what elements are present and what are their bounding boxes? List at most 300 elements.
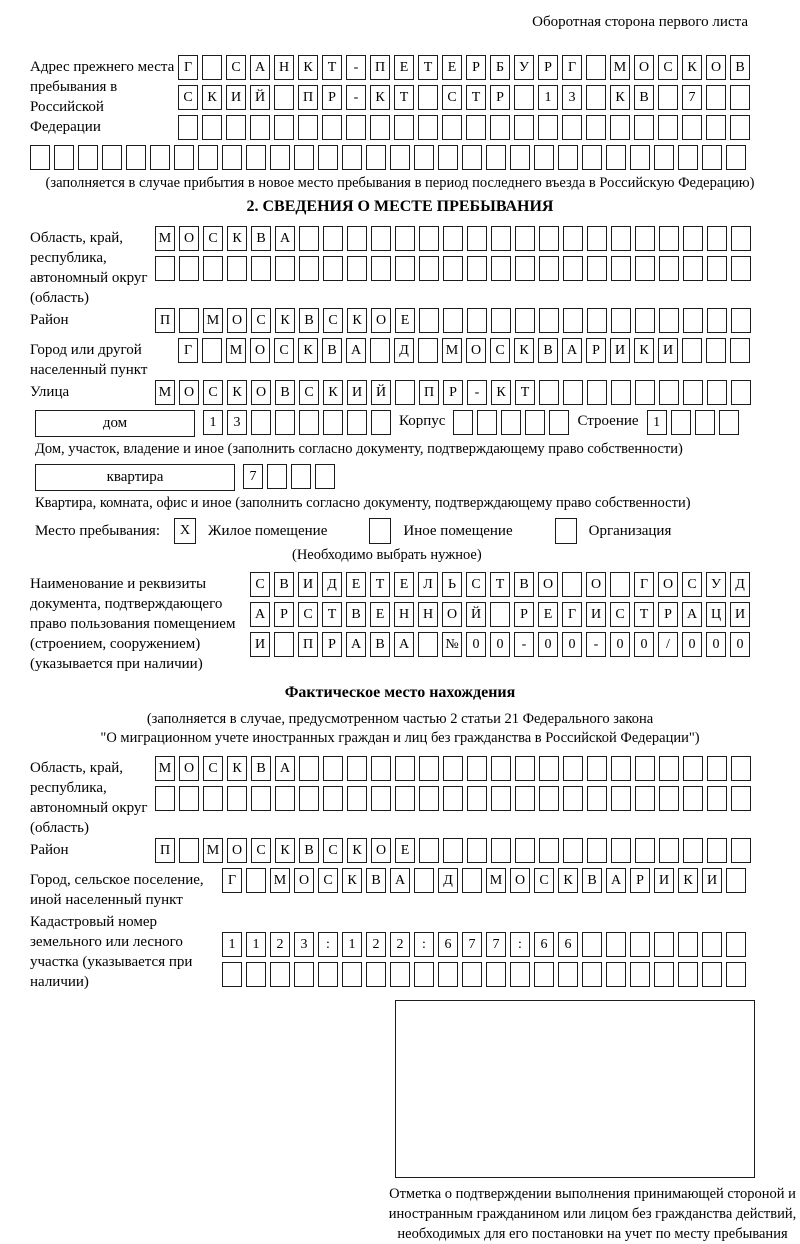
char-box <box>246 868 266 893</box>
char-box <box>78 145 98 170</box>
char-box: И <box>654 868 674 893</box>
char-box: № <box>442 632 462 657</box>
char-box: О <box>179 756 199 781</box>
char-box <box>419 308 439 333</box>
char-box <box>251 256 271 281</box>
char-box <box>251 410 271 435</box>
char-box <box>611 756 631 781</box>
char-box <box>563 308 583 333</box>
char-box: Т <box>515 380 535 405</box>
char-box: В <box>730 55 750 80</box>
char-box <box>586 115 606 140</box>
char-box: С <box>250 572 270 597</box>
char-box: 6 <box>438 932 458 957</box>
char-box <box>270 145 290 170</box>
char-box: А <box>275 226 295 251</box>
char-box <box>558 962 578 987</box>
char-box <box>731 756 751 781</box>
char-box: 0 <box>562 632 582 657</box>
char-box: Е <box>538 602 558 627</box>
char-box <box>610 115 630 140</box>
char-box <box>414 145 434 170</box>
district-row <box>155 308 751 333</box>
char-box: Т <box>322 602 342 627</box>
char-box <box>467 756 487 781</box>
char-box: Т <box>322 55 342 80</box>
char-box <box>702 932 722 957</box>
char-box: К <box>558 868 578 893</box>
char-box: С <box>534 868 554 893</box>
char-box: Й <box>466 602 486 627</box>
char-box <box>514 115 534 140</box>
char-box <box>706 115 726 140</box>
char-box: И <box>730 602 750 627</box>
city-section <box>30 338 770 380</box>
char-box <box>370 115 390 140</box>
apartment-type-box: квартира <box>35 464 235 491</box>
char-box <box>534 962 554 987</box>
char-box: Г <box>178 338 198 363</box>
char-box <box>606 145 626 170</box>
char-box: П <box>419 380 439 405</box>
char-box: 0 <box>610 632 630 657</box>
char-box <box>477 410 497 435</box>
char-box: В <box>514 572 534 597</box>
char-box <box>323 226 343 251</box>
char-box: Р <box>466 55 486 80</box>
stroenie-row <box>647 410 739 435</box>
char-box <box>299 786 319 811</box>
char-box <box>683 786 703 811</box>
char-box <box>443 308 463 333</box>
char-box <box>515 256 535 281</box>
char-box <box>179 786 199 811</box>
prev-address-row-2 <box>178 85 770 110</box>
char-box <box>370 338 390 363</box>
char-box <box>418 85 438 110</box>
char-box: В <box>366 868 386 893</box>
district-label: Район <box>30 312 69 328</box>
char-box <box>730 338 750 363</box>
char-box <box>227 786 247 811</box>
char-box <box>467 256 487 281</box>
document-section <box>30 572 770 674</box>
char-box <box>525 410 545 435</box>
char-box <box>659 256 679 281</box>
char-box <box>467 786 487 811</box>
char-box <box>179 838 199 863</box>
char-box: И <box>610 338 630 363</box>
char-box <box>342 145 362 170</box>
char-box <box>419 786 439 811</box>
char-box <box>702 962 722 987</box>
char-box: 2 <box>366 932 386 957</box>
char-box: А <box>394 632 414 657</box>
char-box <box>443 838 463 863</box>
char-box <box>682 115 702 140</box>
char-box <box>418 338 438 363</box>
char-box <box>659 786 679 811</box>
char-box: С <box>610 602 630 627</box>
char-box: П <box>155 838 175 863</box>
char-box <box>155 256 175 281</box>
char-box <box>587 838 607 863</box>
char-box: К <box>275 308 295 333</box>
char-box: Е <box>346 572 366 597</box>
char-box <box>562 115 582 140</box>
char-box: : <box>414 932 434 957</box>
char-box: - <box>586 632 606 657</box>
char-box <box>610 572 630 597</box>
char-box <box>323 756 343 781</box>
char-box <box>443 226 463 251</box>
char-box: В <box>538 338 558 363</box>
char-box: А <box>606 868 626 893</box>
char-box: В <box>322 338 342 363</box>
char-box <box>707 226 727 251</box>
char-box: К <box>227 226 247 251</box>
char-box: Е <box>395 308 415 333</box>
char-box: 7 <box>682 85 702 110</box>
char-box: 3 <box>562 85 582 110</box>
char-box: С <box>251 838 271 863</box>
char-box <box>395 756 415 781</box>
char-box <box>299 256 319 281</box>
char-box: О <box>294 868 314 893</box>
char-box: У <box>706 572 726 597</box>
char-box <box>203 256 223 281</box>
document-row-3 <box>250 632 770 657</box>
char-box <box>635 786 655 811</box>
char-box <box>635 838 655 863</box>
char-box: М <box>203 838 223 863</box>
char-box <box>719 410 739 435</box>
stamp-caption: Отметка о подтверждении выполнения принимающей стороной и иностранным гражданином или лицом без гражданства действий, необходимых для его постановки на учет по месту пребывания <box>388 1186 797 1242</box>
char-box <box>501 410 521 435</box>
char-box <box>707 380 727 405</box>
char-box: 7 <box>462 932 482 957</box>
char-box: 2 <box>270 932 290 957</box>
char-box <box>395 226 415 251</box>
char-box <box>491 226 511 251</box>
house-section <box>35 410 770 440</box>
char-box: Р <box>322 85 342 110</box>
char-box: О <box>442 602 462 627</box>
char-box <box>226 115 246 140</box>
char-box: Р <box>490 85 510 110</box>
char-box <box>510 145 530 170</box>
char-box: М <box>155 756 175 781</box>
char-box: Т <box>634 602 654 627</box>
house-caption: Дом, участок, владение и иное (заполнить согласно документу, подтверждающему право собственности) <box>35 441 683 457</box>
char-box <box>611 308 631 333</box>
char-box <box>346 115 366 140</box>
char-box: К <box>370 85 390 110</box>
actual-location-note <box>30 710 770 748</box>
char-box: 0 <box>730 632 750 657</box>
char-box: О <box>466 338 486 363</box>
char-box <box>726 868 746 893</box>
char-box: А <box>562 338 582 363</box>
district-section <box>30 308 770 338</box>
char-box: О <box>586 572 606 597</box>
char-box <box>515 756 535 781</box>
char-box <box>323 410 343 435</box>
char-box <box>587 226 607 251</box>
actual-district-label: Район <box>30 842 69 858</box>
char-box <box>635 226 655 251</box>
char-box <box>275 786 295 811</box>
char-box <box>371 756 391 781</box>
section2-title: 2. СВЕДЕНИЯ О МЕСТЕ ПРЕБЫВАНИЯ <box>246 198 554 215</box>
char-box <box>322 115 342 140</box>
char-box <box>683 256 703 281</box>
char-box <box>731 786 751 811</box>
char-box: С <box>298 602 318 627</box>
char-box <box>582 932 602 957</box>
char-box <box>222 145 242 170</box>
char-box <box>453 410 473 435</box>
char-box: 0 <box>706 632 726 657</box>
char-box <box>126 145 146 170</box>
char-box: К <box>682 55 702 80</box>
char-box: 1 <box>647 410 667 435</box>
char-box: Ь <box>442 572 462 597</box>
char-box: 1 <box>538 85 558 110</box>
char-box: А <box>250 602 270 627</box>
char-box <box>347 786 367 811</box>
char-box <box>395 786 415 811</box>
char-box <box>466 115 486 140</box>
char-box <box>274 85 294 110</box>
char-box: К <box>610 85 630 110</box>
char-box <box>659 838 679 863</box>
char-box <box>267 464 287 489</box>
char-box: П <box>155 308 175 333</box>
char-box <box>635 256 655 281</box>
char-box <box>462 962 482 987</box>
char-box <box>563 226 583 251</box>
char-box <box>695 410 715 435</box>
char-box: К <box>678 868 698 893</box>
char-box: В <box>275 380 295 405</box>
char-box: С <box>323 308 343 333</box>
char-box <box>274 632 294 657</box>
char-box <box>414 868 434 893</box>
street-label: Улица <box>30 384 70 400</box>
char-box <box>419 756 439 781</box>
char-box <box>558 145 578 170</box>
char-box <box>371 256 391 281</box>
actual-location-note-line2: "О миграционном учете иностранных граждан и лиц без гражданства в Российской Федерации") <box>100 730 700 746</box>
char-box: К <box>275 838 295 863</box>
char-box <box>102 145 122 170</box>
char-box <box>730 115 750 140</box>
char-box <box>294 145 314 170</box>
char-box <box>298 115 318 140</box>
char-box <box>490 602 510 627</box>
cadastral-row-2 <box>222 962 770 987</box>
char-box <box>443 786 463 811</box>
char-box <box>539 226 559 251</box>
char-box <box>539 256 559 281</box>
char-box: О <box>634 55 654 80</box>
char-box: К <box>634 338 654 363</box>
char-box <box>198 145 218 170</box>
char-box: С <box>203 380 223 405</box>
char-box: П <box>370 55 390 80</box>
char-box <box>658 85 678 110</box>
char-box: С <box>442 85 462 110</box>
char-box: В <box>634 85 654 110</box>
char-box: О <box>179 226 199 251</box>
document-label: Наименование и реквизиты документа, подтверждающего право пользования помещением (строением, сооружением) (указывается при наличии) <box>30 576 236 672</box>
registration-stamp-box <box>395 1000 755 1178</box>
char-box: - <box>467 380 487 405</box>
char-box: О <box>371 308 391 333</box>
char-box <box>671 410 691 435</box>
char-box <box>726 962 746 987</box>
char-box <box>611 380 631 405</box>
char-box <box>274 115 294 140</box>
char-box <box>538 115 558 140</box>
actual-location-title: Фактическое место нахождения <box>284 684 516 701</box>
char-box: Е <box>394 55 414 80</box>
char-box <box>654 145 674 170</box>
char-box <box>371 786 391 811</box>
street-row <box>155 380 751 405</box>
char-box: О <box>510 868 530 893</box>
char-box: Д <box>394 338 414 363</box>
char-box <box>582 145 602 170</box>
char-box <box>419 838 439 863</box>
char-box <box>394 115 414 140</box>
char-box <box>227 256 247 281</box>
char-box <box>635 380 655 405</box>
actual-location-note-line1: (заполняется в случае, предусмотренном частью 2 статьи 21 Федерального закона <box>146 711 654 727</box>
char-box <box>682 338 702 363</box>
char-box <box>299 226 319 251</box>
house-number-row <box>203 410 391 435</box>
char-box <box>275 410 295 435</box>
char-box: А <box>390 868 410 893</box>
char-box <box>467 308 487 333</box>
char-box <box>395 380 415 405</box>
char-box: В <box>582 868 602 893</box>
char-box: С <box>251 308 271 333</box>
prev-address-row-1 <box>178 55 770 80</box>
char-box: С <box>682 572 702 597</box>
char-box <box>726 145 746 170</box>
char-box <box>606 932 626 957</box>
char-box <box>366 145 386 170</box>
char-box <box>202 55 222 80</box>
char-box <box>443 256 463 281</box>
char-box <box>202 338 222 363</box>
char-box <box>678 145 698 170</box>
char-box <box>563 256 583 281</box>
char-box: 1 <box>246 932 266 957</box>
char-box: Т <box>418 55 438 80</box>
char-box: 7 <box>486 932 506 957</box>
char-box <box>707 756 727 781</box>
char-box <box>467 226 487 251</box>
char-box: Т <box>490 572 510 597</box>
cadastral-section <box>30 910 770 992</box>
char-box: И <box>226 85 246 110</box>
char-box <box>630 145 650 170</box>
char-box: К <box>323 380 343 405</box>
char-box: П <box>298 85 318 110</box>
char-box <box>347 410 367 435</box>
char-box: Р <box>514 602 534 627</box>
char-box: К <box>227 756 247 781</box>
char-box: М <box>155 380 175 405</box>
char-box: В <box>251 756 271 781</box>
checkbox-other-premises <box>369 518 391 544</box>
apartment-number-row <box>243 464 335 489</box>
char-box <box>251 786 271 811</box>
char-box <box>654 962 674 987</box>
char-box <box>222 962 242 987</box>
char-box <box>563 786 583 811</box>
char-box <box>726 932 746 957</box>
char-box: - <box>514 632 534 657</box>
char-box <box>294 962 314 987</box>
char-box <box>562 572 582 597</box>
char-box: К <box>227 380 247 405</box>
char-box <box>486 962 506 987</box>
char-box: К <box>202 85 222 110</box>
char-box <box>611 226 631 251</box>
actual-city-row <box>222 868 746 893</box>
char-box: О <box>227 838 247 863</box>
char-box: О <box>227 308 247 333</box>
char-box <box>202 115 222 140</box>
char-box <box>486 145 506 170</box>
char-box <box>318 962 338 987</box>
char-box <box>178 115 198 140</box>
char-box: К <box>347 308 367 333</box>
actual-region-row-1 <box>155 756 770 781</box>
char-box: 3 <box>227 410 247 435</box>
char-box <box>179 256 199 281</box>
char-box <box>587 786 607 811</box>
char-box <box>246 962 266 987</box>
apartment-caption: Квартира, комната, офис и иное (заполнить согласно документу, подтверждающему право собственности) <box>35 495 691 511</box>
char-box <box>706 85 726 110</box>
char-box <box>462 868 482 893</box>
char-box: К <box>342 868 362 893</box>
char-box <box>534 145 554 170</box>
char-box <box>371 226 391 251</box>
apartment-section <box>35 464 770 494</box>
char-box <box>462 145 482 170</box>
char-box: И <box>586 602 606 627</box>
char-box: Н <box>274 55 294 80</box>
stroenie-label: Строение <box>577 413 639 429</box>
char-box <box>323 786 343 811</box>
char-box <box>390 145 410 170</box>
char-box <box>418 632 438 657</box>
char-box <box>203 786 223 811</box>
char-box <box>515 308 535 333</box>
char-box: А <box>250 55 270 80</box>
char-box: Н <box>418 602 438 627</box>
char-box <box>318 145 338 170</box>
char-box <box>630 932 650 957</box>
char-box: С <box>226 55 246 80</box>
